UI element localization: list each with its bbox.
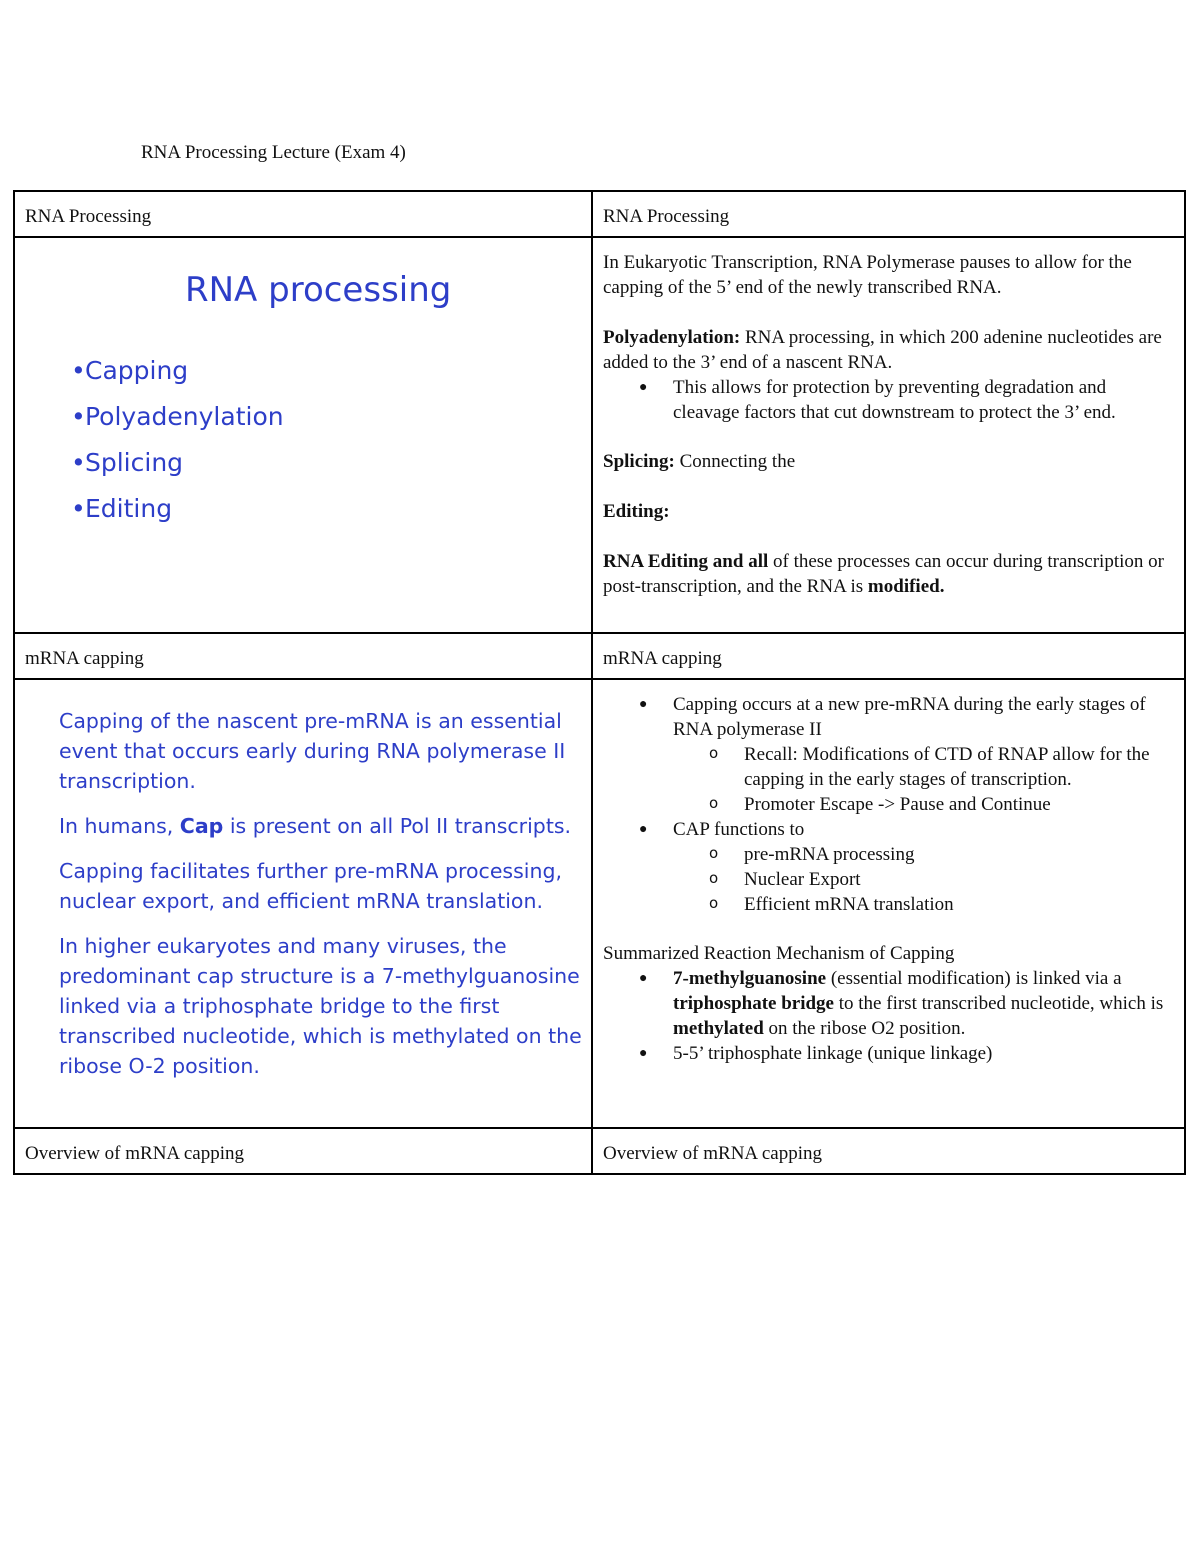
list-item: o Efficient mRNA translation bbox=[744, 892, 1174, 917]
list-item: o Promoter Escape -> Pause and Continue bbox=[744, 792, 1174, 817]
slide2-paragraph: Capping of the nascent pre-mRNA is an essential event that occurs early during RNA polymerase II transcription. bbox=[59, 709, 566, 793]
slide2-paragraph: In humans, Cap is present on all Pol II transcripts. bbox=[59, 814, 572, 838]
list-item: ● This allows for protection by preventing degradation and cleavage factors that cut downstream to protect the 3’ end. bbox=[673, 375, 1174, 425]
row2-left-header: mRNA capping bbox=[14, 633, 592, 679]
row1-left-header: RNA Processing bbox=[14, 191, 592, 237]
editing-label: Editing: bbox=[603, 501, 670, 522]
slide1-bullet-text: Editing bbox=[85, 494, 173, 523]
slide-rna-processing bbox=[25, 238, 581, 632]
document-title: RNA Processing Lecture (Exam 4) bbox=[141, 142, 406, 163]
slide-mrna-capping bbox=[25, 680, 581, 1127]
notes1-summary bbox=[603, 549, 1174, 599]
list-item: o Recall: Modifications of CTD of RNAP allow for the capping in the early stages of transcription. bbox=[744, 742, 1174, 792]
summary-bold: RNA Editing and all bbox=[603, 551, 769, 572]
slide1-bullet-list bbox=[71, 354, 284, 538]
summary-bold-end: modified. bbox=[867, 576, 945, 597]
summary-bullets bbox=[603, 966, 1174, 1066]
list-item: •Capping bbox=[71, 356, 189, 385]
notes2-cell bbox=[592, 679, 1185, 1128]
list-item: ● CAP functions to bbox=[673, 817, 1174, 842]
polyadenylation-text: RNA processing, in which 200 adenine nucleotides are added to the 3’ end of a nascent RNA. bbox=[603, 327, 1162, 373]
slide2-paragraph: Capping facilitates further pre-mRNA processing, nuclear export, and efficient mRNA translation. bbox=[59, 859, 563, 913]
slide1-title: RNA processing bbox=[185, 270, 452, 310]
slide1-bullet-text: Polyadenylation bbox=[85, 402, 284, 431]
summary-heading: Summarized Reaction Mechanism of Capping bbox=[603, 943, 955, 964]
table-row bbox=[14, 191, 1185, 237]
summary-text: of these processes can occur during transcription or post-transcription, and the RNA is bbox=[603, 551, 1164, 597]
polyadenylation-bullets bbox=[603, 375, 1174, 425]
list-item: ● 7-methylguanosine (essential modification) is linked via a triphosphate bridge to the first transcribed nucleotide, which is methylated on the ribose O2 position. bbox=[673, 966, 1174, 1041]
notes1-cell bbox=[592, 237, 1185, 633]
splicing-label: Splicing: bbox=[603, 451, 675, 472]
capping-bullets bbox=[603, 692, 1174, 917]
row1-right-header: RNA Processing bbox=[592, 191, 1185, 237]
row3-right-header: Overview of mRNA capping bbox=[592, 1128, 1185, 1174]
list-item: •Editing bbox=[71, 494, 173, 523]
table-row bbox=[14, 633, 1185, 679]
notes-table bbox=[13, 190, 1186, 1175]
list-item: o pre-mRNA processing bbox=[744, 842, 1174, 867]
table-row bbox=[14, 679, 1185, 1128]
editing-definition bbox=[603, 499, 1174, 524]
list-item: •Splicing bbox=[71, 448, 184, 477]
slide2-paragraph: In higher eukaryotes and many viruses, the predominant cap structure is a 7-methylguanosine linked via a triphosphate bridge to the first transcribed nucleotide, which is methylated on the ribose O-2 position. bbox=[59, 934, 582, 1078]
slide2-cell bbox=[14, 679, 592, 1128]
polyadenylation-label: Polyadenylation: bbox=[603, 327, 741, 348]
slide1-bullet-text: Capping bbox=[85, 356, 189, 385]
slide1-bullet-text: Splicing bbox=[85, 448, 184, 477]
list-item: •Polyadenylation bbox=[71, 402, 284, 431]
polyadenylation-definition bbox=[603, 325, 1174, 375]
table-row bbox=[14, 1128, 1185, 1174]
table-row bbox=[14, 237, 1185, 633]
list-item: ● Capping occurs at a new pre-mRNA during the early stages of RNA polymerase II bbox=[673, 692, 1174, 742]
row2-right-header: mRNA capping bbox=[592, 633, 1185, 679]
row3-left-header: Overview of mRNA capping bbox=[14, 1128, 592, 1174]
list-item: o Nuclear Export bbox=[744, 867, 1174, 892]
splicing-definition bbox=[603, 449, 1174, 474]
list-item: ● 5-5’ triphosphate linkage (unique linkage) bbox=[673, 1041, 1174, 1066]
splicing-text: Connecting the bbox=[674, 451, 796, 472]
notes1-intro: In Eukaryotic Transcription, RNA Polymerase pauses to allow for the capping of the 5’ end of the newly transcribed RNA. bbox=[603, 252, 1132, 298]
slide1-cell bbox=[14, 237, 592, 633]
cap-bold: Cap bbox=[179, 814, 224, 838]
